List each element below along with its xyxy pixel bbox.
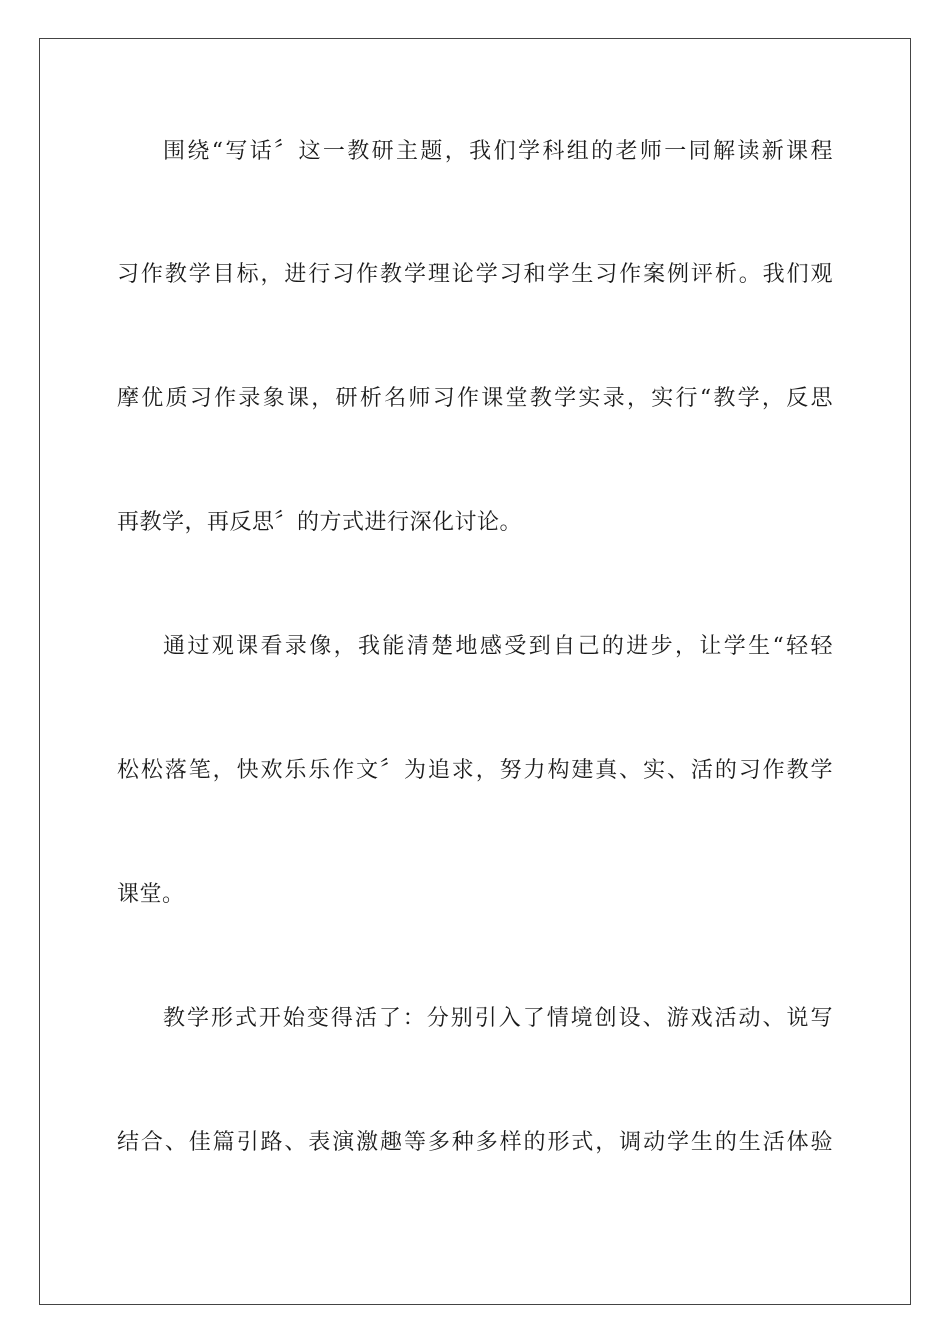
- paragraph-2-line-1: 通过观课看录像，我能清楚地感受到自己的进步，让学生“轻轻: [163, 634, 833, 659]
- paragraph-1-line-1: 围绕“写话〞这一教研主题，我们学科组的老师一同解读新课程: [163, 139, 833, 164]
- paragraph-1-line-3: 摩优质习作录象课，研析名师习作课堂教学实录，实行“教学，反思: [117, 386, 833, 411]
- paragraph-2-line-3: 课堂。: [117, 882, 185, 907]
- paragraph-1-line-2: 习作教学目标，进行习作教学理论学习和学生习作案例评析。我们观: [117, 262, 833, 287]
- paragraph-3-line-1: 教学形式开始变得活了：分别引入了情境创设、游戏活动、说写: [163, 1006, 833, 1031]
- page-border: [39, 38, 911, 1305]
- paragraph-2-line-2: 松松落笔，快欢乐乐作文〞为追求，努力构建真、实、活的习作教学: [117, 758, 833, 783]
- paragraph-3-line-2: 结合、佳篇引路、表演激趣等多种多样的形式，调动学生的生活体验: [117, 1130, 833, 1155]
- paragraph-1-line-4: 再教学，再反思〞的方式进行深化讨论。: [117, 510, 523, 535]
